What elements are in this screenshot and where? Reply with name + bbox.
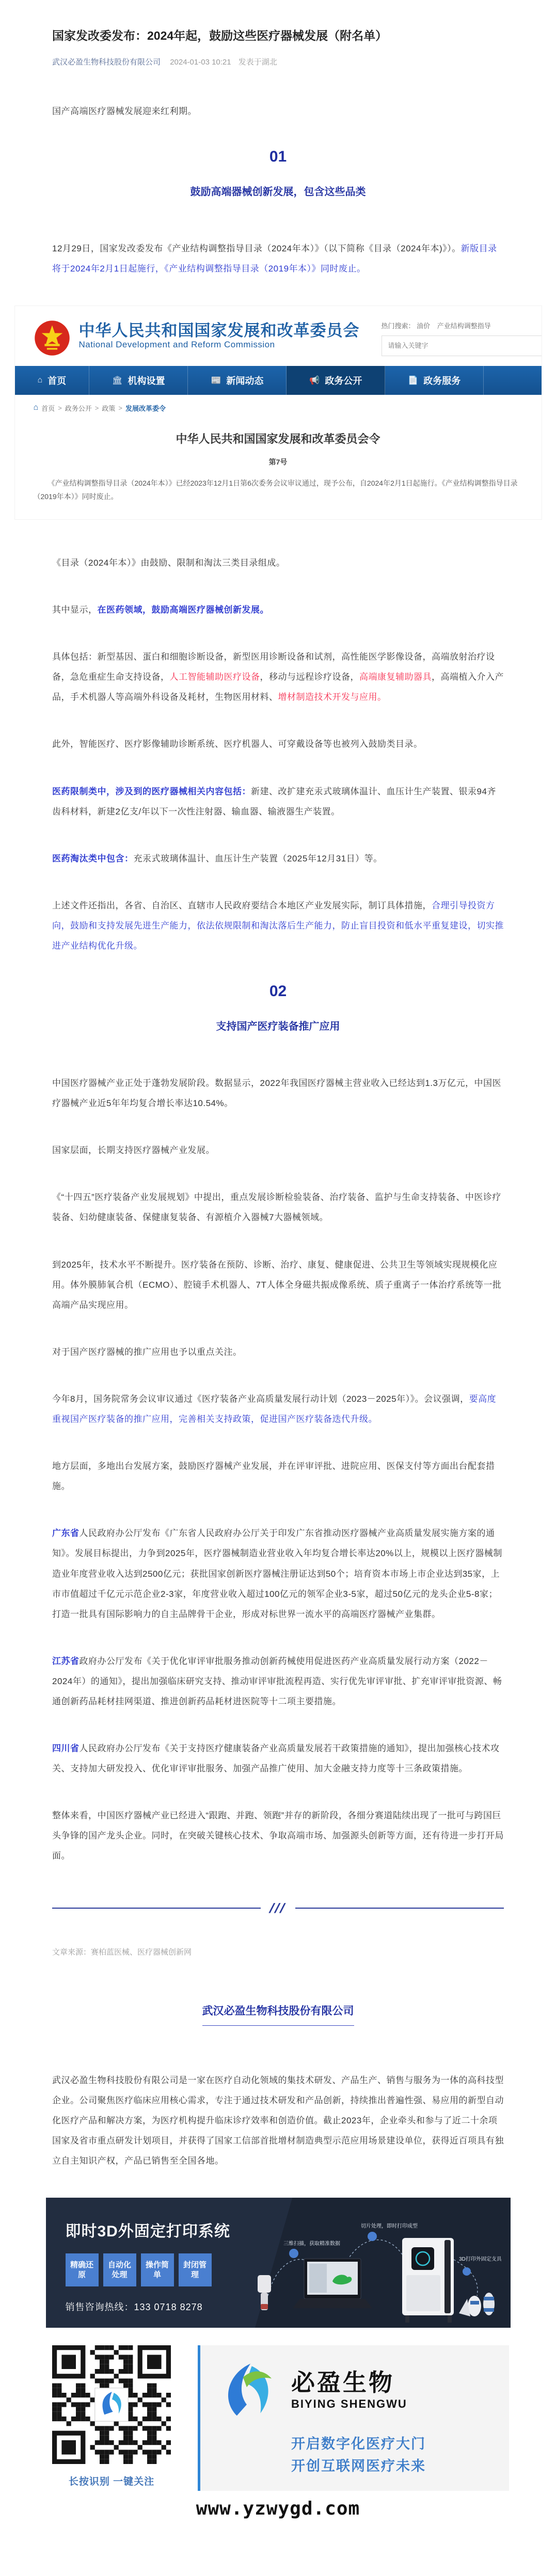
banner-tags: [66, 2253, 230, 2286]
nav-item-news[interactable]: [188, 366, 287, 395]
brand-name-en: BIYING SHENGWU: [291, 2397, 407, 2410]
ndrc-search-box: [382, 335, 542, 356]
home-icon: ⌂: [33, 403, 39, 412]
banner-title: 即时3D外固定打印系统: [65, 2223, 230, 2240]
breadcrumb-current: 发展改革委令: [125, 404, 166, 412]
section-title: 鼓励高端器械创新发展，包含这些品类: [190, 186, 366, 198]
flow-label-brace: 3D打印外固定支具: [458, 2257, 502, 2262]
doc-icon: 📄: [408, 376, 419, 385]
decree-number: 第7号: [268, 457, 288, 466]
paragraph: 此外，智能医疗、医疗影像辅助诊断系统、医疗机器人、可穿戴设备等也被列入鼓励类目录。: [52, 739, 423, 749]
paragraph: 国家层面，长期支持医疗器械产业发展。: [52, 1145, 215, 1156]
paragraph: 国产高端医疗器械发展迎来红利期。: [52, 106, 197, 116]
breadcrumb-separator: >: [94, 404, 99, 412]
breadcrumb-separator: >: [58, 404, 62, 412]
nav-item-org[interactable]: [89, 366, 188, 395]
brand-slogan-1: 开启数字化医疗大门: [291, 2436, 426, 2452]
breadcrumb-gov-open[interactable]: 政务公开: [65, 404, 92, 412]
brand-slogan-2: 开创互联网医疗未来: [291, 2458, 426, 2474]
ndrc-search-input[interactable]: [382, 342, 542, 349]
brand-card: [198, 2345, 509, 2491]
paragraph: 四川省人民政府办公厅发布《关于支持医疗健康装备产业高质量发展若干政策措施的通知》，提出加强核心技术攻关、支持加大研发投入、优化审评审批服务、加强产品推广使用、加大金融支持力度等十三条政策措施。: [52, 1743, 500, 1774]
breadcrumb-policy[interactable]: 政策: [102, 404, 116, 412]
banner-tag: 封闭管理: [179, 2253, 212, 2286]
publish-location: 发表于湖北: [238, 57, 277, 67]
ndrc-org-name-cn: 中华人民共和国国家发展和改革委员会: [78, 321, 360, 340]
author-link[interactable]: 武汉必盈生物科技股份有限公司: [52, 57, 161, 67]
paragraph: 《目录（2024年本）》由鼓励、限制和淘汰三类目录组成。: [52, 557, 285, 568]
paragraph: 广东省人民政府办公厅发布《广东省人民政府办公厅关于印发广东省推动医疗器械产业高质量发展实施方案的通知》。发展目标提出，力争到2025年，医疗器械制造业营业收入年均复合增长率达20%以上，规模以上医疗器械制造业年度营业收入达到2500亿元；获批国家创新医疗器械注册证达到50个；培育资本市场上市企业达到35家，上市市值超过千亿元示范企业2-3家，年度营业收入超过100亿元的领军企业3-5家，超过50亿元的龙头企业5-8家；打造一批具有国际影响力的自主品牌骨干企业，形成对标世界一流水平的高端医疗器械产业集群。: [52, 1528, 502, 1619]
paragraph: 地方层面，多地出台发展方案，鼓励医疗器械产业发展，并在评审评批、进院应用、医保支付等方面出台配套措施。: [52, 1461, 495, 1492]
flow-label-scan: 三维扫描，获取精准数据: [283, 2241, 340, 2247]
paragraph: 江苏省政府办公厅发布《关于优化审评审批服务推动创新药械使用促进医药产业高质量发展行动方案（2022－2024年）的通知》，提出加强临床研究支持、推动审评审批流程再造、实行优先审评审批、扩充审评审批资源、畅通创新药品耗材挂网渠道、推进创新药品耗材进医院等十二项主要措施。: [52, 1656, 502, 1706]
mic-icon: 📢: [309, 376, 320, 385]
article-body-part1: [52, 101, 504, 279]
nav-item-home[interactable]: [15, 366, 90, 395]
article-body-part2: [52, 553, 504, 1866]
paragraph: 医药限制类中，涉及到的医疗器械相关内容包括：新建、改扩建充汞式玻璃体温计、血压计生产装置、银汞94齐齿科材料，新建2亿支/年以下一次性注射器、输血器、输液器生产装置。: [52, 786, 496, 817]
paragraph: 到2025年，技术水平不断提升。医疗装备在预防、诊断、治疗、康复、健康促进、公共卫生等领域实现规模化应用。体外膜肺氧合机（ECMO）、腔镜手术机器人、7T人体全身磁共振成像系统、质子重离子一体治疗系统等一批高端产品实现应用。: [52, 1259, 502, 1310]
paragraph: 具体包括：新型基因、蛋白和细胞诊断设备，新型医用诊断设备和试剂，高性能医学影像设备，高端放射治疗设备，急危重症生命支持设备，人工智能辅助医疗设备，移动与远程诊疗设备，高端康复辅助器具，高端植入介入产品，手术机器人等高端外科设备及耗材，生物医用材料、增材制造技术开发与应用。: [52, 652, 504, 702]
section-number: 01: [269, 148, 287, 165]
paragraph: 其中显示，在医药领域，鼓励高端医疗器械创新发展。: [52, 605, 269, 615]
nav-label: 政务服务: [423, 375, 461, 386]
divider-line: [295, 1908, 504, 1909]
breadcrumb-home[interactable]: 首页: [41, 404, 55, 412]
divider-slashes-icon: ///: [267, 1900, 289, 1916]
qr-caption: 长按识别 一键关注: [68, 2476, 155, 2487]
article-source: 文章来源：赛柏蓝医械、医疗器械创新网: [52, 1947, 192, 1957]
workflow-illustration: [232, 2198, 511, 2328]
banner-hotline: 销售咨询热线：133 0718 8278: [65, 2302, 203, 2312]
paragraph: 今年8月，国务院常务会议审议通过《医疗装备产业高质量发展行动计划（2023－2025年）》。会议强调，要高度重视国产医疗装备的推广应用，完善相关支持政策，促进国产医疗装备迭代升级。: [52, 1394, 497, 1425]
nav-item-gov-open[interactable]: [287, 366, 385, 395]
section-title: 支持国产医疗装备推广应用: [216, 1021, 340, 1033]
bank-icon: 🏛: [112, 376, 123, 385]
section-number: 02: [269, 983, 287, 1000]
footer-cards: [47, 2345, 509, 2491]
nav-label: 政务公开: [325, 375, 362, 386]
news-icon: 📰: [211, 376, 221, 385]
paragraph: 《“十四五”医疗装备产业发展规划》中提出，重点发展诊断检验装备、治疗装备、监护与生命支持装备、中医诊疗装备、妇幼健康装备、保健康复装备、有源植介入器械7大器械领域。: [52, 1192, 501, 1223]
divider-line: [52, 1908, 261, 1909]
nav-label: 首页: [47, 375, 67, 386]
publish-date: 2024-01-03 10:21: [170, 57, 231, 67]
breadcrumb: [15, 395, 542, 417]
decree-title: 中华人民共和国国家发展和改革委员会令: [176, 432, 380, 445]
brand-name-cn: 必盈生物: [291, 2369, 394, 2396]
paragraph: 武汉必盈生物科技股份有限公司是一家在医疗自动化领域的集技术研发、产品生产、销售与服务为一体的高科技型企业。公司聚焦医疗临床应用核心需求，专注于通过技术研发和产品创新，持续推出普遍性强、易应用的新型自动化医疗产品和解决方案，为医疗机构提升临床诊疗效率和创造价值。截止2023年，企业牵头和参与了近二十余项国家及省市重点研发计划项目，并获得了国家工信部首批增材制造典型示范应用场景建设单位，获得近百项具有独立自主知识产权，产品已销售至全国各地。: [52, 2075, 504, 2166]
paragraph: 对于国产医疗器械的推广应用也予以重点关注。: [52, 1347, 242, 1357]
article-meta: [52, 56, 504, 67]
home-icon: ⌂: [37, 375, 43, 385]
ndrc-nav-bar: [15, 366, 542, 395]
hot-search-term[interactable]: 油价: [417, 322, 431, 330]
decree-body: 《产业结构调整指导目录（2024年本）》已经2023年12月1日第6次委务会议审议通过，现予公布，自2024年2月1日起施行。《产业结构调整指导目录（2019年本）》同时废止。: [33, 478, 518, 501]
banner-tag: 精确还原: [66, 2253, 99, 2286]
breadcrumb-separator: >: [118, 404, 122, 412]
article-body-part3: [52, 2070, 504, 2171]
product-banner-image: [46, 2198, 511, 2328]
paragraph: 医药淘汰类中包含：充汞式玻璃体温计、血压计生产装置（2025年12月31日）等。: [52, 853, 383, 863]
nav-label: 机构设置: [128, 375, 165, 386]
paragraph: 整体来看，中国医疗器械产业已经进入“跟跑、并跑、领跑”并存的新阶段，各细分赛道陆续出现了一批可与跨国巨头争锋的国产龙头企业。同时，在突破关键核心技术、争取高端市场、加强源头创新等方面，还有待进一步打开局面。: [52, 1811, 504, 1861]
banner-tag: 自动化处理: [103, 2253, 136, 2286]
banner-tag: 操作简单: [141, 2253, 174, 2286]
nav-label: 新闻动态: [226, 375, 264, 386]
page-title: 国家发改委发布：2024年起，鼓励这些医疗器械发展（附名单）: [52, 29, 388, 42]
website-url: www.yzwygd.com: [196, 2498, 360, 2520]
hot-search-label: 热门搜索：: [381, 322, 415, 330]
flow-label-print: 切片处理，即时打印成型: [360, 2223, 418, 2229]
national-emblem-icon: [34, 319, 71, 357]
ndrc-org-name-en: National Development and Reform Commission: [78, 340, 275, 350]
qr-code: [52, 2345, 171, 2464]
nav-item-gov-service[interactable]: [385, 366, 484, 395]
hot-search-term[interactable]: 产业结构调整指导: [437, 322, 491, 330]
paragraph: 上述文件还指出，各省、自治区、直辖市人民政府要结合本地区产业发展实际，制订具体措施，合理引导投资方向，鼓励和支持发展先进生产能力，依法依规限制和淘汰落后生产能力，防止盲目投资和低水平重复建设，切实推进产业结构优化升级。: [52, 900, 504, 951]
paragraph: 中国医疗器械产业正处于蓬勃发展阶段。数据显示，2022年我国医疗器械主营业收入已经达到1.3万亿元，中国医疗器械产业近5年年均复合增长率达10.54%。: [52, 1078, 501, 1109]
ndrc-screenshot: [14, 306, 542, 520]
paragraph: 12月29日，国家发改委发布《产业结构调整指导目录（2024年本）》（以下简称《目录（2024年本)》）。新版目录将于2024年2月1日起施行，《产业结构调整指导目录（2019年本）》同时废止。: [52, 243, 497, 274]
biying-logo-icon: [216, 2359, 278, 2421]
section-divider: [52, 1900, 504, 1916]
hot-search-row: [382, 321, 542, 330]
company-section-title: 武汉必盈生物科技股份有限公司: [202, 2003, 354, 2026]
